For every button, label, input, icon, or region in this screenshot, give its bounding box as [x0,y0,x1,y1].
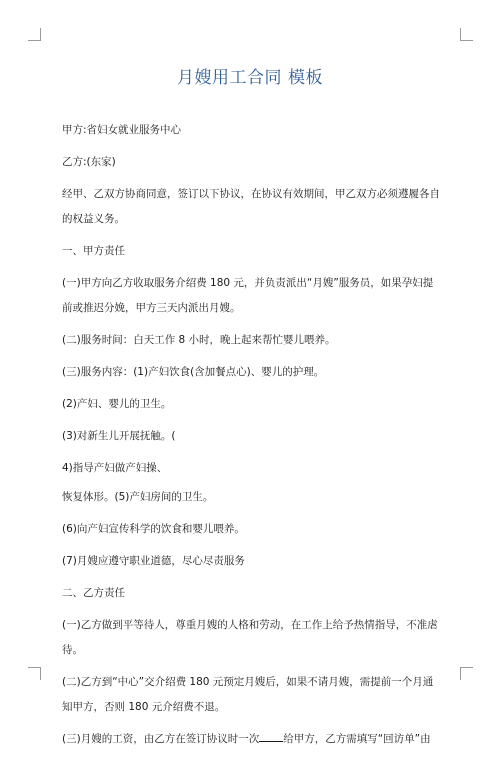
section-heading-party-b: 二、乙方责任 [62,587,125,599]
clause-b-3-text-end: 给甲方，乙方需填写“回访单”由 [283,733,431,745]
crop-mark-top-left [28,28,41,41]
clause-b-3-text-start: (三)月嫂的工资，由乙方在签订协议时一次 [62,733,260,745]
clause-a-2: (二)服务时间：白天工作 8 小时，晚上起来帮忙婴儿喂养。 [62,334,336,346]
intro-paragraph: 经甲、乙双方协商同意，签订以下协议，在协议有效期间，甲乙双方必须遵履各自的权益义务。 [62,188,440,225]
clause-a-3: (三)服务内容：(1)产妇饮食(含加餐点心)、婴儿的护理。 [62,366,325,378]
clause-a-3-item-3: (3)对新生儿开展抚触。( [62,430,176,442]
document-title: 月嫂用工合同 模板 [177,68,323,88]
crop-mark-top-right [460,28,473,41]
clause-a-3-item-6: (6)向产妇宣传科学的饮食和婴儿喂养。 [62,523,245,535]
clause-a-3-item-4: 4)指导产妇做产妇操、 [62,462,168,474]
clause-a-3-item-5: 恢复体形。(5)产妇房间的卫生。 [62,491,214,503]
clause-b-2: (二)乙方到“中心”交介绍费 180 元预定月嫂后，如果不请月嫂，需提前一个月通知甲方，否则 180 元介绍费不退。 [62,676,434,713]
section-heading-party-a: 一、甲方责任 [62,245,125,257]
clause-b-1: (一)乙方做到平等待人，尊重月嫂的人格和劳动，在工作上给予热情指导，不准虐待。 [62,619,438,656]
document-body [62,118,440,759]
fill-in-blank [259,731,283,742]
party-a-line: 甲方:省妇女就业服务中心 [62,124,182,136]
clause-a-3-item-2: (2)产妇、婴儿的卫生。 [62,398,172,410]
crop-mark-bottom-left [28,667,41,680]
party-b-line: 乙方:(东家) [62,156,116,168]
clause-a-3-item-7: (7)月嫂应遵守职业道德，尽心尽责服务 [62,555,245,567]
crop-mark-bottom-right [460,667,473,680]
clause-b-3 [62,727,440,752]
clause-a-1: (一)甲方向乙方收取服务介绍费 180 元，并负责派出“月嫂”服务员，如果孕妇提前或推迟分娩，甲方三天内派出月嫂。 [62,277,434,314]
